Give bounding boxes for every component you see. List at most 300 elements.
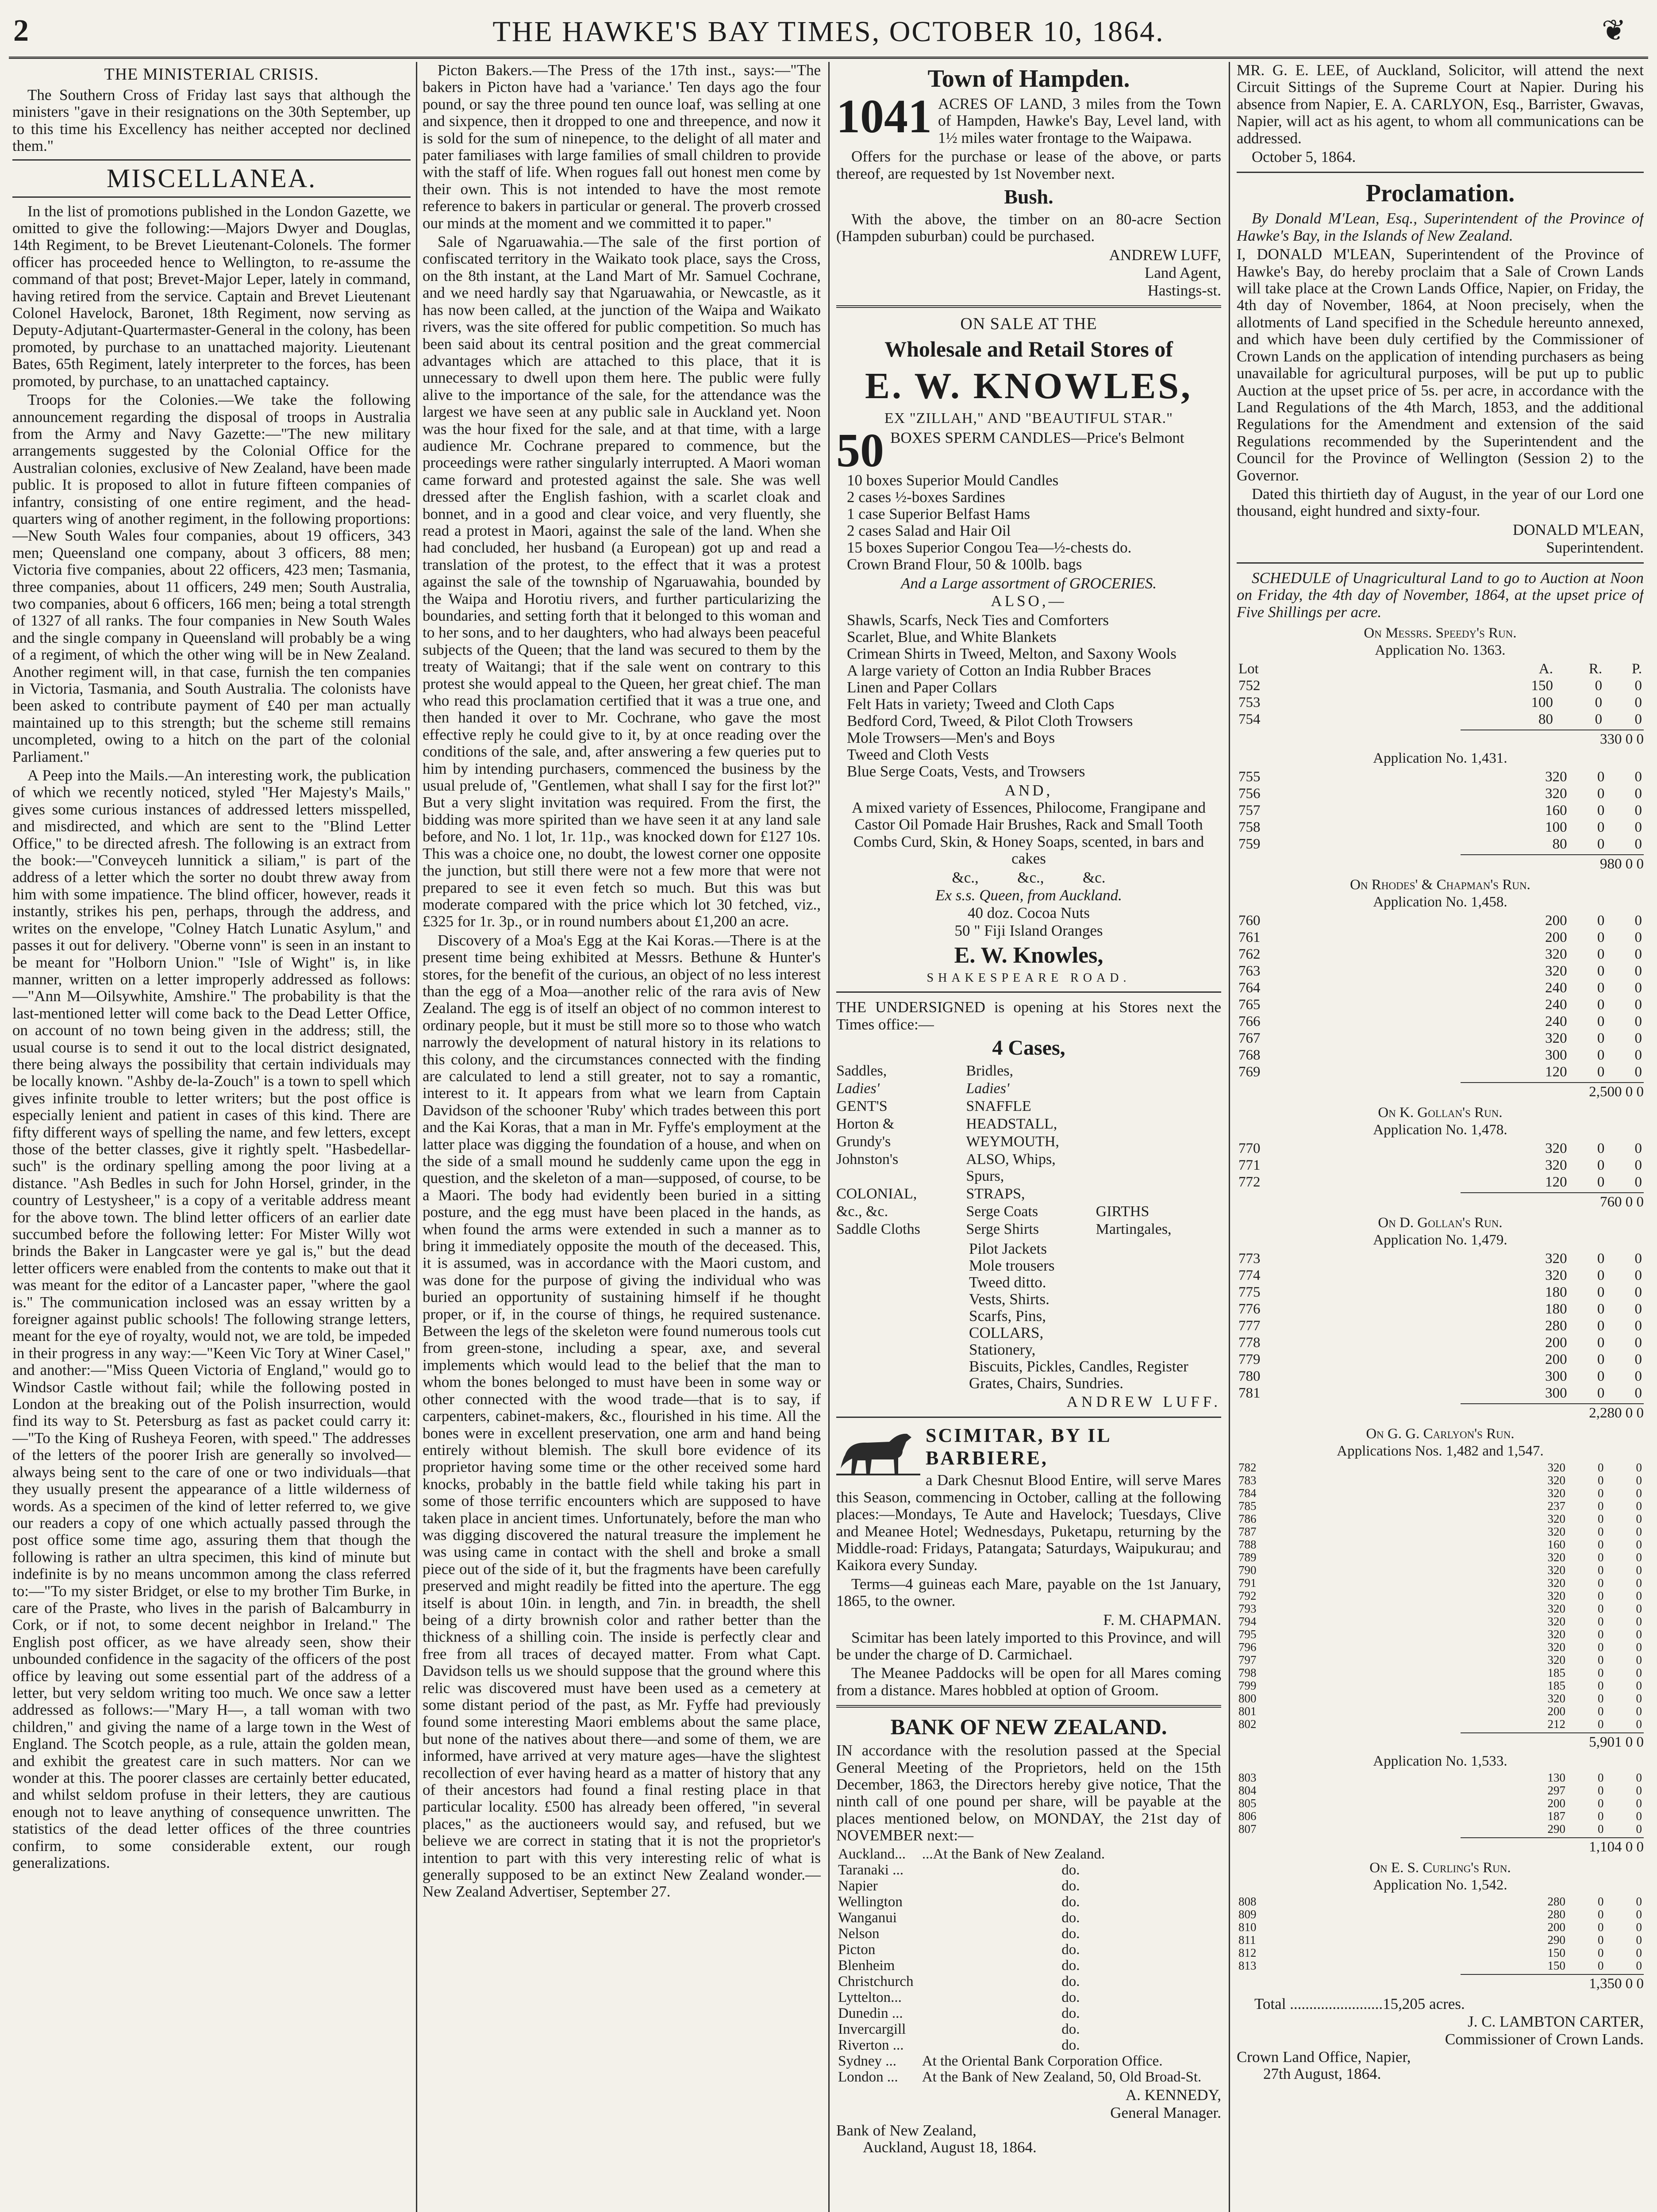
area-cell: 300 xyxy=(1545,1385,1567,1401)
divider xyxy=(836,1705,1221,1708)
schedule-total: Total ........................15,205 acres. xyxy=(1254,1995,1465,2012)
table-row xyxy=(1237,1551,1644,1564)
run-block xyxy=(1237,1105,1644,1210)
area-cell: 0 xyxy=(1597,802,1605,818)
knowles-signature: E. W. Knowles, xyxy=(954,943,1103,968)
ornament-mark: ❦ xyxy=(1601,15,1626,47)
knowles-first-line: BOXES SPERM CANDLES—Price's Belmont xyxy=(890,429,1184,446)
area-cell: 0 xyxy=(1598,1796,1604,1810)
divider xyxy=(1237,172,1644,173)
area-cell: 0 xyxy=(1634,1174,1642,1190)
table-row xyxy=(1237,1461,1644,1474)
lot-number: 790 xyxy=(1238,1563,1257,1577)
area-cell: 0 xyxy=(1634,1064,1642,1080)
table-header-row xyxy=(1237,661,1644,677)
area-cell: 0 xyxy=(1636,1550,1642,1564)
bank-heading: BANK OF NEW ZEALAND. xyxy=(890,1714,1167,1740)
list-item: 2 cases ½-boxes Sardines xyxy=(847,488,1005,506)
run-application: Application No. 1,533. xyxy=(1373,1753,1507,1769)
area-cell: 0 xyxy=(1598,1640,1604,1654)
hampden-heading: Town of Hampden. xyxy=(927,65,1130,92)
area-cell: 0 xyxy=(1634,1030,1642,1046)
lot-number: 768 xyxy=(1238,1047,1261,1063)
branch-place: London ... xyxy=(838,2069,898,2085)
area-cell: 0 xyxy=(1636,1486,1642,1500)
run-application: Application No. 1,478. xyxy=(1373,1121,1507,1138)
list-item: Mole trousers xyxy=(969,1257,1055,1275)
grid-cell xyxy=(1096,1151,1221,1185)
lot-number: 795 xyxy=(1238,1627,1257,1641)
list-item: Felt Hats in variety; Tweed and Cloth Caps xyxy=(847,695,1115,713)
area-cell: 0 xyxy=(1636,1460,1642,1474)
grid-cell xyxy=(1096,1133,1221,1150)
bush-heading: Bush. xyxy=(1004,185,1053,208)
lot-number: 776 xyxy=(1238,1301,1261,1317)
article-promotions: In the list of promotions published in the London Gazette, we omitted to give the following:—Majors Dwyer and Douglas, 14th Regiment, to be Brevet Lieutenant-Colonels. The former officer has proceeded hence to Wellington, to re-assume the command of that post; Brevet-Major Leper, lately in command, having retired from the service. Captain and Brevet Lieutenant Colonel Havelock, Baronet, 18th Regiment, now serving as Deputy-Adjutant-Quartermaster-General in the colony, has been promoted, by purchase to an unattached majority. Lieutenant Bates, 65th Regiment, lately interpreter to the forces, has been promoted, by purchase, to an unattached captaincy. xyxy=(12,202,411,390)
commissioner-title: Commissioner of Crown Lands. xyxy=(1445,2030,1644,2048)
lot-number: 780 xyxy=(1238,1368,1261,1384)
area-cell: 290 xyxy=(1547,1933,1566,1947)
area-cell: 0 xyxy=(1598,1717,1604,1731)
list-item: Scarlet, Blue, and White Blankets xyxy=(847,628,1057,645)
bank-body: IN accordance with the resolution passed at the Special General Meeting of the Proprietors, held on the 15th December, 1863, the Directors hereby give notice, That the ninth call of one pound per share, will be payable at the places mentioned below, on MONDAY, the 21st day of NOVEMBER next:— xyxy=(836,1742,1221,1844)
branch-place: Invercargill xyxy=(838,2021,906,2037)
table-row xyxy=(1237,819,1644,836)
area-cell: 0 xyxy=(1595,694,1603,710)
area-cell: 0 xyxy=(1634,1267,1642,1283)
lot-number: 786 xyxy=(1238,1512,1257,1525)
area-cell: 0 xyxy=(1598,1589,1604,1602)
area-cell: 187 xyxy=(1547,1809,1566,1823)
area-cell: 200 xyxy=(1545,929,1567,945)
table-row xyxy=(1237,963,1644,979)
area-cell: 0 xyxy=(1636,1640,1642,1654)
knowles-list-2 xyxy=(847,612,1221,780)
lee-date: October 5, 1864. xyxy=(1252,148,1356,166)
miscellanea-heading: MISCELLANEA. xyxy=(12,159,411,198)
bank-branches-table xyxy=(836,1846,1221,2085)
list-item: Pilot Jackets xyxy=(969,1240,1047,1258)
table-row xyxy=(1237,768,1644,785)
branch-place: Lyttelton... xyxy=(838,1989,902,2005)
table-row xyxy=(1237,1474,1644,1487)
proclamation-signature-title: Superintendent. xyxy=(1546,538,1644,556)
branch-location: ...At the Bank of New Zealand. xyxy=(922,1846,1105,1862)
column-1 xyxy=(12,62,411,2212)
grid-cell: Horton & xyxy=(836,1116,895,1133)
lot-number: 767 xyxy=(1238,1030,1261,1046)
area-cell: 0 xyxy=(1598,1499,1604,1513)
lot-number: 778 xyxy=(1238,1334,1261,1351)
column-4 xyxy=(1237,62,1644,2212)
area-cell: 0 xyxy=(1634,1140,1642,1156)
list-item: 10 boxes Superior Mould Candles xyxy=(847,471,1059,489)
area-cell: 320 xyxy=(1545,768,1567,785)
lot-number: 788 xyxy=(1238,1537,1257,1551)
table-row xyxy=(1237,1784,1644,1797)
luff-intro: THE UNDERSIGNED is opening at his Stores next the Times office:— xyxy=(836,998,1221,1033)
area-cell: 320 xyxy=(1547,1691,1566,1705)
list-item: Vests, Shirts. xyxy=(969,1290,1050,1308)
area-cell: 240 xyxy=(1545,979,1567,996)
area-cell: 0 xyxy=(1598,1920,1604,1934)
table-row xyxy=(1237,836,1644,853)
run-block xyxy=(1237,1215,1644,1421)
grid-cell xyxy=(1096,1063,1221,1079)
crisis-heading: THE MINISTERIAL CRISIS. xyxy=(104,65,319,84)
table-row xyxy=(836,2069,1221,2085)
table-row xyxy=(1237,946,1644,963)
table-row xyxy=(836,1878,1221,1894)
list-item: Shawls, Scarfs, Neck Ties and Comforters xyxy=(847,611,1109,629)
luff-signature: ANDREW LUFF. xyxy=(1066,1393,1221,1411)
branch-place: Taranaki ... xyxy=(838,1862,903,1878)
proclamation-byline: By Donald M'Lean, Esq., Superintendent of the Province of Hawke's Bay, in the Islands of New Zealand. xyxy=(1237,210,1644,244)
lot-number: 813 xyxy=(1238,1959,1257,1972)
list-item: Mole Trowsers—Men's and Boys xyxy=(847,729,1055,746)
area-cell: 0 xyxy=(1597,836,1605,852)
scimitar-title: SCIMITAR, BY IL BARBIERE, xyxy=(926,1425,1111,1469)
table-row xyxy=(1237,1538,1644,1551)
area-cell: 320 xyxy=(1547,1512,1566,1525)
area-cell: 0 xyxy=(1597,1317,1605,1334)
area-cell: 300 xyxy=(1545,1368,1567,1384)
lee-notice: MR. G. E. LEE, of Auckland, Solicitor, will attend the next Circuit Sittings of the Supreme Court at Napier. During his absence from Napier, E. A. CARLYON, Esq., Barrister, Gwavas, Napier, will act as his agent, to whom all communications can be addressed. xyxy=(1237,62,1644,147)
lot-number: 811 xyxy=(1238,1933,1256,1947)
area-cell: 0 xyxy=(1634,819,1642,835)
run-name: On D. Gollan's Run. xyxy=(1378,1214,1503,1231)
run-application: Application No. 1,458. xyxy=(1373,894,1507,910)
list-item: 1 case Superior Belfast Hams xyxy=(847,505,1030,522)
table-row xyxy=(1237,1334,1644,1351)
area-cell: 0 xyxy=(1597,1157,1605,1173)
run-block xyxy=(1237,1426,1644,1751)
table-row xyxy=(1237,1934,1644,1947)
lot-number: 798 xyxy=(1238,1666,1257,1679)
list-item: Stationery, xyxy=(969,1341,1036,1359)
area-cell: 80 xyxy=(1538,711,1553,727)
table-row xyxy=(836,1862,1221,1878)
proclamation-dated: Dated this thirtieth day of August, in the year of our Lord one thousand, eight hundred and sixty-four. xyxy=(1237,485,1644,520)
area-cell: 0 xyxy=(1636,1666,1642,1679)
scimitar-signature: F. M. CHAPMAN. xyxy=(1103,1611,1221,1628)
run-application: Application No. 1,479. xyxy=(1373,1232,1507,1248)
area-cell: 0 xyxy=(1597,1140,1605,1156)
area-cell: 320 xyxy=(1545,785,1567,802)
lot-number: 758 xyxy=(1238,819,1261,835)
area-cell: 0 xyxy=(1636,1691,1642,1705)
area-cell: 320 xyxy=(1545,1030,1567,1046)
knowles-also: ALSO,— xyxy=(991,592,1067,610)
lot-number: 760 xyxy=(1238,912,1261,929)
lot-number: 753 xyxy=(1238,694,1261,710)
table-row xyxy=(836,2037,1221,2053)
divider xyxy=(1237,562,1644,564)
grid-cell: WEYMOUTH, xyxy=(966,1133,1059,1150)
area-cell: 212 xyxy=(1547,1717,1566,1731)
area-cell: 0 xyxy=(1636,1770,1642,1784)
table-row xyxy=(1237,1823,1644,1836)
lot-number: 789 xyxy=(1238,1550,1257,1564)
table-row xyxy=(1237,1692,1644,1705)
schedule-table xyxy=(1237,1771,1644,1836)
commissioner-signature: J. C. LAMBTON CARTER, xyxy=(1468,2012,1644,2030)
area-cell: 200 xyxy=(1547,1796,1566,1810)
lot-number: 783 xyxy=(1238,1473,1257,1487)
list-item: Blue Serge Coats, Vests, and Trowsers xyxy=(847,762,1085,780)
list-item: COLLARS, xyxy=(969,1324,1044,1342)
area-cell: 0 xyxy=(1634,1047,1642,1063)
area-cell: 0 xyxy=(1636,1473,1642,1487)
area-cell: 0 xyxy=(1634,836,1642,852)
area-cell: 0 xyxy=(1597,929,1605,945)
area-cell: 185 xyxy=(1547,1666,1566,1679)
area-cell: 0 xyxy=(1597,785,1605,802)
area-cell: 0 xyxy=(1634,1351,1642,1367)
list-item: Bedford Cord, Tweed, & Pilot Cloth Trowsers xyxy=(847,712,1133,730)
area-cell: 0 xyxy=(1636,1563,1642,1577)
table-row xyxy=(836,2053,1221,2069)
area-cell: 0 xyxy=(1597,1250,1605,1267)
table-row xyxy=(1237,1047,1644,1064)
grid-cell: Saddle Cloths xyxy=(836,1221,920,1238)
run-application: Application No. 1,431. xyxy=(1373,750,1507,766)
area-cell: 0 xyxy=(1634,711,1642,727)
table-row xyxy=(1237,1368,1644,1385)
hampden-signature-title: Land Agent, xyxy=(1144,264,1221,281)
area-cell: 150 xyxy=(1547,1946,1566,1959)
area-cell: 0 xyxy=(1598,1550,1604,1564)
area-cell: 0 xyxy=(1636,1601,1642,1615)
area-cell: 0 xyxy=(1636,1614,1642,1628)
lot-number: 802 xyxy=(1238,1717,1257,1731)
area-cell: 80 xyxy=(1552,836,1567,852)
run-subtotal: 760 0 0 xyxy=(1461,1192,1644,1210)
luff-list xyxy=(969,1240,1221,1392)
knowles-list-1 xyxy=(847,472,1221,573)
lot-number: 797 xyxy=(1238,1653,1257,1667)
lot-number: 809 xyxy=(1238,1907,1257,1921)
grid-cell: Serge Shirts xyxy=(966,1221,1039,1238)
run-block xyxy=(1237,750,1644,872)
knowles-etc: &c., &c., &c. xyxy=(952,869,1106,887)
run-subtotal: 2,280 0 0 xyxy=(1461,1403,1644,1421)
schedule-runs xyxy=(1237,625,1644,1992)
knowles-on-sale: ON SALE AT THE xyxy=(960,314,1097,333)
area-cell: 0 xyxy=(1636,1627,1642,1641)
lot-number: 774 xyxy=(1238,1267,1261,1283)
area-cell: 0 xyxy=(1597,1013,1605,1029)
branch-location: do. xyxy=(1061,1893,1080,1910)
divider xyxy=(836,991,1221,993)
lot-number: 754 xyxy=(1238,711,1261,727)
grid-cell: Serge Coats xyxy=(966,1203,1038,1220)
run-application: Applications Nos. 1,482 and 1,547. xyxy=(1337,1443,1544,1459)
area-cell: 0 xyxy=(1636,1946,1642,1959)
area-cell: 280 xyxy=(1545,1317,1567,1334)
horse-icon xyxy=(836,1424,920,1477)
area-cell: 0 xyxy=(1598,1783,1604,1797)
area-cell: 0 xyxy=(1597,979,1605,996)
table-row xyxy=(1237,1157,1644,1174)
lot-number: 808 xyxy=(1238,1894,1257,1908)
area-cell: 160 xyxy=(1547,1537,1566,1551)
table-row xyxy=(836,1958,1221,1974)
lot-number: 779 xyxy=(1238,1351,1261,1367)
grid-cell: GIRTHS xyxy=(1096,1203,1150,1220)
scimitar-terms: Terms—4 guineas each Mare, payable on the 1st January, 1865, to the owner. xyxy=(836,1575,1221,1610)
table-row xyxy=(1237,1908,1644,1921)
area-cell: 0 xyxy=(1634,1368,1642,1384)
column-3 xyxy=(836,62,1221,2212)
table-row xyxy=(836,1910,1221,1926)
luff-cases: 4 Cases, xyxy=(992,1036,1065,1060)
area-cell: 0 xyxy=(1598,1563,1604,1577)
knowles-address: SHAKESPEARE ROAD. xyxy=(927,971,1131,985)
table-row xyxy=(1237,1140,1644,1157)
knowles-first-item xyxy=(836,424,1221,477)
area-cell: 0 xyxy=(1598,1537,1604,1551)
list-item: 2 cases Salad and Hair Oil xyxy=(847,522,1011,539)
column-rule xyxy=(416,62,417,2212)
area-cell: 0 xyxy=(1598,1576,1604,1590)
area-cell: 0 xyxy=(1636,1907,1642,1921)
lot-number: 773 xyxy=(1238,1250,1261,1267)
area-cell: 0 xyxy=(1636,1537,1642,1551)
table-row xyxy=(1237,1500,1644,1513)
table-row xyxy=(1237,1602,1644,1615)
table-row xyxy=(1237,1013,1644,1030)
area-cell: 0 xyxy=(1598,1704,1604,1718)
area-cell: 0 xyxy=(1634,785,1642,802)
schedule-table xyxy=(1237,912,1644,1080)
schedule-table xyxy=(1237,1895,1644,1972)
area-cell: 0 xyxy=(1598,1486,1604,1500)
lot-number: 766 xyxy=(1238,1013,1261,1029)
branch-place: Picton xyxy=(838,1941,876,1958)
lot-number: 792 xyxy=(1238,1589,1257,1602)
area-cell: 0 xyxy=(1636,1920,1642,1934)
column-rule xyxy=(1229,62,1230,2212)
area-cell: 0 xyxy=(1597,1174,1605,1190)
lot-number: 757 xyxy=(1238,802,1261,818)
area-cell: 0 xyxy=(1597,912,1605,929)
area-cell: 120 xyxy=(1545,1064,1567,1080)
branch-place: Dunedin ... xyxy=(838,2005,903,2021)
grid-cell xyxy=(1096,1098,1221,1115)
area-cell: 240 xyxy=(1545,1013,1567,1029)
area-cell: 300 xyxy=(1545,1047,1567,1063)
newspaper-title: THE HAWKE'S BAY TIMES, OCTOBER 10, 1864. xyxy=(492,15,1165,48)
commissioner-date: 27th August, 1864. xyxy=(1263,2065,1381,2082)
area-cell: 0 xyxy=(1598,1959,1604,1972)
lot-number: 769 xyxy=(1238,1064,1261,1080)
grid-cell: SNAFFLE xyxy=(966,1098,1031,1115)
knowles-list-3: A mixed variety of Essences, Philocome, Frangipane and Castor Oil Pomade Hair Brushes, Rack and Small Tooth Combs Curd, Skin, & Honey Soaps, scented, in bars and cakes xyxy=(852,799,1206,868)
branch-location: do. xyxy=(1061,1909,1080,1926)
area-cell: 0 xyxy=(1598,1822,1604,1836)
area-cell: 0 xyxy=(1598,1907,1604,1921)
table-row xyxy=(1237,1317,1644,1334)
area-cell: 320 xyxy=(1545,1140,1567,1156)
grid-cell xyxy=(1096,1116,1221,1133)
masthead xyxy=(9,9,1648,59)
area-cell: 0 xyxy=(1598,1614,1604,1628)
area-cell: 200 xyxy=(1545,912,1567,929)
lot-number: 805 xyxy=(1238,1796,1257,1810)
lot-number: 759 xyxy=(1238,836,1261,852)
list-item: Crown Brand Flour, 50 & 100lb. bags xyxy=(847,555,1082,573)
area-cell: 0 xyxy=(1636,1499,1642,1513)
area-cell: 320 xyxy=(1547,1486,1566,1500)
area-cell: 0 xyxy=(1634,1301,1642,1317)
table-row xyxy=(1237,1705,1644,1718)
area-cell: 320 xyxy=(1545,1250,1567,1267)
area-cell: 297 xyxy=(1547,1783,1566,1797)
area-cell: 0 xyxy=(1636,1653,1642,1667)
area-cell: 0 xyxy=(1597,819,1605,835)
schedule-intro: SCHEDULE of Unagricultural Land to go to Auction at Noon on Friday, the 4th day of November, 1864, at the upset price of Five Shillings per acre. xyxy=(1237,569,1644,621)
table-row xyxy=(1237,912,1644,929)
lot-number: 810 xyxy=(1238,1920,1257,1934)
area-cell: 320 xyxy=(1547,1460,1566,1474)
table-row xyxy=(1237,1641,1644,1654)
proclamation-body: I, DONALD M'LEAN, Superintendent of the Province of Hawke's Bay, do hereby proclaim that a Sale of Crown Lands will take place at the Crown Lands Office, Napier, on Friday, the 4th day of November, 1864, at Noon precisely, when the allotments of Land specified in the Schedule hereunto annexed, and which have been duly certified by the Commissioner of Crown Lands on the application of intending purchasers as being unavailable for agricultural purposes, will be put up to public Auction at the upset price of 5s. per acre, in accordance with the Land Regulations of the 4th March, 1853, and the additional Regulations for the Amendment and extension of the said Regulations recommended by the Superintendent and the Council for the Province of Wellington (Session 2) to the Governor. xyxy=(1237,246,1644,484)
table-row xyxy=(1237,1351,1644,1368)
area-cell: 320 xyxy=(1547,1576,1566,1590)
area-cell: 180 xyxy=(1545,1301,1567,1317)
area-cell: 0 xyxy=(1597,963,1605,979)
grid-cell: Martingales, xyxy=(1096,1221,1172,1238)
area-cell: 0 xyxy=(1636,1822,1642,1836)
bush-body: With the above, the timber on an 80-acre Section (Hampden suburban) could be purchased. xyxy=(836,211,1221,245)
table-row xyxy=(1237,929,1644,946)
hampden-signature-address: Hastings-st. xyxy=(1147,281,1221,299)
header-cell: A. xyxy=(1538,661,1553,677)
area-cell: 0 xyxy=(1597,1385,1605,1401)
lot-number: 772 xyxy=(1238,1174,1261,1190)
table-row xyxy=(1237,1513,1644,1525)
table-row xyxy=(1237,1301,1644,1317)
lot-number: 804 xyxy=(1238,1783,1257,1797)
article-mails: A Peep into the Mails.—An interesting work, the publication of which we recently noticed, styled "Her Majesty's Mails," gives some curious instances of addressed letters misspelled, and misdirected, and which are sent to the "Blind Letter Office," to be directed afresh. The following is an extract from the book:—"Conveyceh lunnitick a siliam," is part of the address of a letter which the sorter no doubt threw away from him with some impatience. The blind officer, however, reads it instantly, strikes his pen, perhaps, through the address, and writes on the envelope, "Colney Hatch Lunatic Asylum," and passes it out for delivery. "Oberne vonn" is seen in an instant to be meant for "Holborn Union." "Isle of Wight" is, in like manner, written on a letter improperly addressed as follows:—"Ann M—Oilsywhite, Amshire." The probability is that the last-mentioned letter will come back to the Dead Letter Office, on account of no town being given in the address; still, the usual course is to send it out to the local district designated, there being always the possibility that certain individuals may be locally known. "Ashby de-la-Zouch" is a town to spell which gives infinite trouble to letter writers; but the post office is especially lenient and patient in cases of this kind. There are fifty different ways of spelling the name, and few letters, except those of the better classes, give it rightly spelt. "Hasbedellar-such" is the ordinary spelling among the poor living at a distance. "Ash Bedles in such for John Horsel, grinder, in the country of Lestysheer," is a copy of a veritable address meant for the above town. The blind letter officers of an earlier date succumbed before the following letter: For Mister Willy wot brinds the Baker in Langcaster were ye gal is," but the dead letter officers were enabled from the contents to make out that it was meant for the editor of a Lancaster paper, "where the gaol is." The communication inclosed was an essay written by a foreigner against public schools! The following strange letters, meant for the eye of royalty, would not, we are told, be impeded in their progress in any way:—"Keen Vic Tory at Winer Casel," and another:—"Miss Queen Victoria of England," would go to Windsor Castle without fail; while the following posted in London at the breaking out of the Polish insurrection, would find its way to St. Petersburg as fast as packet could carry it:—"To the King of Rusheya Feoren, with speed." The addresses of the letters of the poorer Irish are generally so involved—always being sent to the care of one or two individuals—that they usually present the appearance of a little wilderness of words. As a specimen of the kind of letter referred to, we give our readers a copy of one which actually passed through the post office some time ago, assuring them that though the following is rather an ultra specimen, this kind of minute but indefinite is by no means uncommon among the class referred to:—"To my sister Bridget, or else to my brother Tim Burke, in care of the Praste, who lives in the parish of Balcamburry in Cork, or if not, to some decent neighbor in Ireland." The English post officer, as we have already seen, show their unbounded confidence in the sagacity of the officers of the post office by leaving out some essential part of the address of a letter, but very seldom writing too much. We once saw a letter addressed as follows:—"Mary H—, a tall woman with two children," and giving the name of a large town in the West of England. The Scotch people, as a rule, attain the golden mean, and exhibit the greatest care in such matters. Nor can we wonder at this. The poorer classes are certainly better educated, and whilst seldom profuse in their letters, they are cautious enough not to leave anything of consequence unwritten. The statistics of the dead letter offices of the three countries confirm, to some considerable extent, our rough generalizations. xyxy=(12,767,411,1872)
luff-grid xyxy=(836,1063,1221,1238)
area-cell: 0 xyxy=(1636,1512,1642,1525)
area-cell: 320 xyxy=(1547,1640,1566,1654)
table-row xyxy=(836,2005,1221,2021)
divider xyxy=(836,1417,1221,1418)
lot-number: 796 xyxy=(1238,1640,1257,1654)
area-cell: 280 xyxy=(1547,1894,1566,1908)
column-rule xyxy=(828,62,830,2212)
area-cell: 0 xyxy=(1597,1301,1605,1317)
area-cell: 0 xyxy=(1598,1691,1604,1705)
bank-place: Bank of New Zealand, xyxy=(836,2121,977,2139)
table-row xyxy=(1237,1030,1644,1047)
lot-number: 755 xyxy=(1238,768,1261,785)
hampden-acres-number: 1041 xyxy=(836,90,932,143)
grid-cell xyxy=(1096,1080,1221,1097)
area-cell: 0 xyxy=(1597,1368,1605,1384)
grid-cell: Saddles, xyxy=(836,1063,887,1079)
lot-number: 775 xyxy=(1238,1284,1261,1300)
table-row xyxy=(1237,1667,1644,1679)
area-cell: 0 xyxy=(1636,1576,1642,1590)
lot-number: 756 xyxy=(1238,785,1261,802)
area-cell: 0 xyxy=(1598,1809,1604,1823)
run-subtotal: 1,350 0 0 xyxy=(1461,1974,1644,1992)
area-cell: 0 xyxy=(1597,996,1605,1013)
